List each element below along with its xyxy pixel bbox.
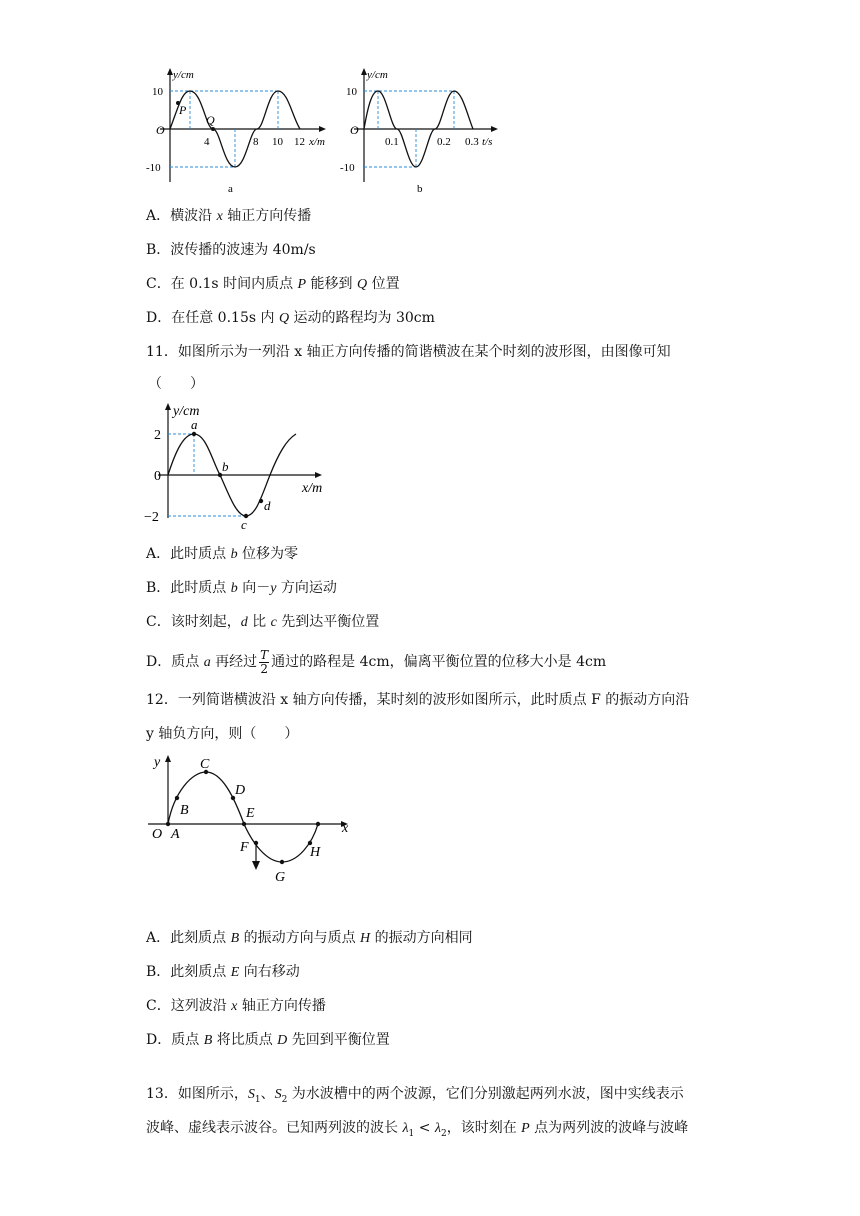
fraction-t-over-2: $\frac{T}{2}$ [260,647,269,676]
x-tick-b-01: 0.1 [385,136,399,148]
y-tick-b-bottom: -10 [340,162,355,174]
q10-option-b: B．波传播的波速为 40m/s [146,242,316,258]
q12-stem-line1: 12．一列简谐横波沿 x 轴方向传播，某时刻的波形如图所示，此时质点 F 的振动方向沿 [146,692,690,708]
q11-y-axis-label: y/cm [173,404,200,419]
point-q-marker [211,127,215,131]
q13-line1: 13．如图所示，$S_1$、$S_2$ 为水波槽中的两个波源，它们分别激起两列水波，图中实线表示 [146,1086,684,1105]
point-b-label: b [222,459,229,474]
q12-number: 12． [146,692,178,708]
point-d-marker [259,499,263,503]
x-tick-b-02: 0.2 [437,136,451,148]
point-c-label: c [241,517,247,530]
point-q-label: Q [206,113,215,127]
q12-y-axis-label: y [154,755,161,770]
point-a-label: a [191,417,198,432]
q11-stem: 11．如图所示为一列沿 x 轴正方向传播的简谐横波在某个时刻的波形图，由图像可知 [146,344,671,360]
q11-option-a: A．此时质点 b 位移为零 [146,546,299,562]
q11-blank: （ ） [148,376,204,392]
q12-option-b: B．此刻质点 E 向右移动 [146,964,300,980]
point-d-label: d [264,498,271,513]
q13-line2: 波峰、虚线表示波谷。已知两列波的波长 $\lambda_1 < \lambda_2$，该时刻在 P 点为两列波的波峰与波峰 [146,1120,689,1139]
origin-label-a: O [156,123,165,137]
x-tick-b-03: 0.3 [465,136,479,148]
q12-origin-label: O [152,827,163,842]
point-a-marker [192,432,196,436]
point-F-label: F [240,840,249,855]
x-tick-a-4: 4 [204,136,210,148]
point-C-label: C [200,757,210,772]
point-p-label: P [179,103,187,117]
point-E-label: E [246,806,255,821]
q12-option-c: C．这列波沿 x 轴正方向传播 [146,998,326,1014]
x-tick-a-12: 12 [294,136,305,148]
q11-y-tick-0: 0 [154,469,161,484]
point-H-label: H [310,845,321,860]
q10-option-c: C．在 0.1s 时间内质点 P 能移到 Q 位置 [146,276,400,292]
q11-y-tick-neg2: −2 [144,510,159,525]
q11-option-d: D．质点 a 再经过 $\frac{T}{2}$ 通过的路程是 4cm，偏离平衡位置的位移大小是 4cm [146,647,607,676]
wave-figure-a [140,66,330,196]
x-axis-label-b: t/s [482,136,493,148]
q13-number: 13． [146,1086,178,1102]
x-tick-a-10: 10 [272,136,283,148]
point-A-label: A [171,827,180,842]
y-tick-b-top: 10 [346,86,357,98]
x-axis-label-a: x/m [309,136,325,148]
point-D-label: D [235,783,246,798]
q12-option-d: D．质点 B 将比质点 D 先回到平衡位置 [146,1032,390,1048]
wave-figure-b [334,66,504,196]
q11-option-c: C．该时刻起，d 比 c 先到达平衡位置 [146,614,380,630]
q11-y-tick-2: 2 [154,428,161,443]
q12-x-axis-label: x [342,821,349,836]
q11-wave-figure [140,400,340,530]
q10-option-d: D．在任意 0.15s 内 Q 运动的路程均为 30cm [146,310,435,326]
origin-label-b: O [350,123,359,137]
q11-option-b: B．此时质点 b 向－y 方向运动 [146,580,337,596]
q12-stem-line2: y 轴负方向，则（ ） [146,726,299,742]
q11-x-axis-label: x/m [302,481,323,496]
q12-option-a: A．此刻质点 B 的振动方向与质点 H 的振动方向相同 [146,930,473,946]
point-G-label: G [275,870,286,885]
q12-wave-figure [140,752,370,892]
point-B-label: B [180,803,189,818]
q11-number: 11． [146,344,178,360]
y-tick-a-bottom: -10 [146,162,161,174]
y-axis-label-a: y/cm [173,69,194,81]
y-tick-a-top: 10 [152,86,163,98]
x-tick-a-8: 8 [253,136,259,148]
figure-caption-a: a [228,183,233,195]
y-axis-label-b: y/cm [367,69,388,81]
q10-option-a: A．横波沿 x 轴正方向传播 [146,208,312,224]
figure-caption-b: b [417,183,423,195]
